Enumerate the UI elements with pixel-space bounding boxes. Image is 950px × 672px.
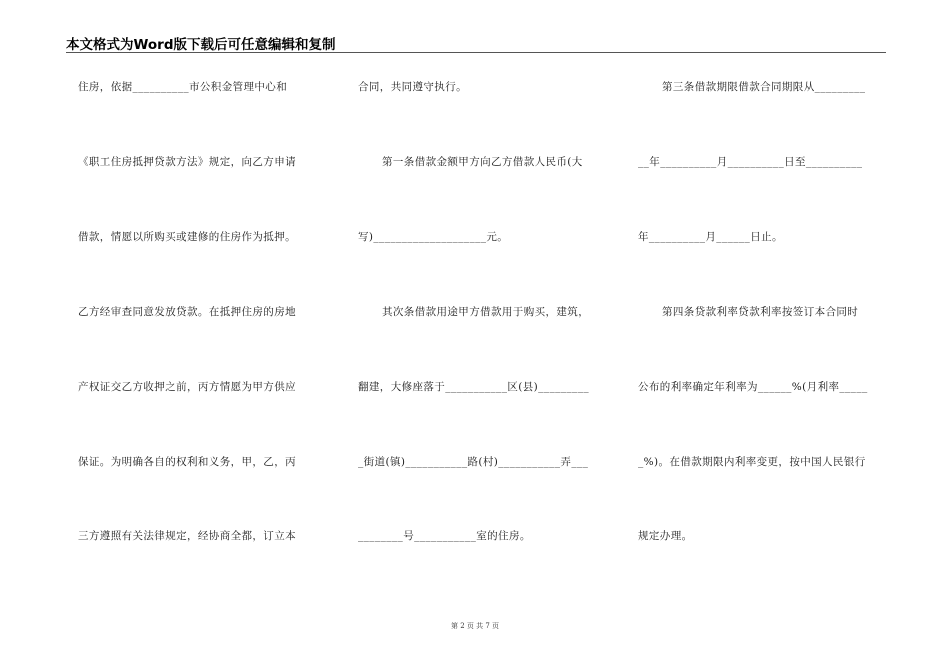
- text-line: 其次条借款用途甲方借款用于购买，建筑，: [382, 306, 590, 318]
- text-line: 翻建，大修座落于___________区(县)_________: [358, 381, 589, 393]
- text-line: 第四条贷款利率贷款利率按签订本合同时: [662, 306, 859, 318]
- document-header-title: 本文格式为Word版下载后可任意编辑和复制: [66, 37, 336, 53]
- header-divider: [66, 52, 886, 53]
- text-line: 年__________月______日止。: [638, 231, 783, 243]
- text-line: 三方遵照有关法律规定，经协商全都，订立本: [78, 530, 296, 542]
- text-line: 规定办理。: [638, 530, 693, 542]
- text-line: 写)____________________元。: [358, 231, 509, 243]
- text-line: 《职工住房抵押贷款方法》规定，向乙方申请: [78, 156, 296, 168]
- text-line: _%)。在借款期限内利率变更，按中国人民银行: [638, 456, 866, 468]
- text-line: 产权证交乙方收押之前，丙方情愿为甲方供应: [78, 381, 296, 393]
- page-number: 第 2 页 共 7 页: [450, 622, 500, 630]
- text-line: 第三条借款期限借款合同期限从_________: [662, 81, 866, 93]
- text-line: 借款，情愿以所购买或建修的住房作为抵押。: [78, 231, 296, 243]
- text-line: 住房，依据__________市公积金管理中心和: [78, 81, 288, 93]
- text-line: 第一条借款金额甲方向乙方借款人民币(大: [382, 156, 583, 168]
- text-line: _街道(镇)___________路(村)___________弄___: [358, 456, 589, 468]
- text-line: 保证。为明确各自的权利和义务，甲，乙，丙: [78, 456, 296, 468]
- text-line: 乙方经审查同意发放贷款。在抵押住房的房地: [78, 306, 296, 318]
- text-line: 公布的利率确定年利率为______%(月利率_____: [638, 381, 868, 393]
- text-line: ________号___________室的住房。: [358, 530, 531, 542]
- text-line: __年__________月__________日至__________: [638, 156, 863, 168]
- text-line: 合同，共同遵守执行。: [358, 81, 467, 93]
